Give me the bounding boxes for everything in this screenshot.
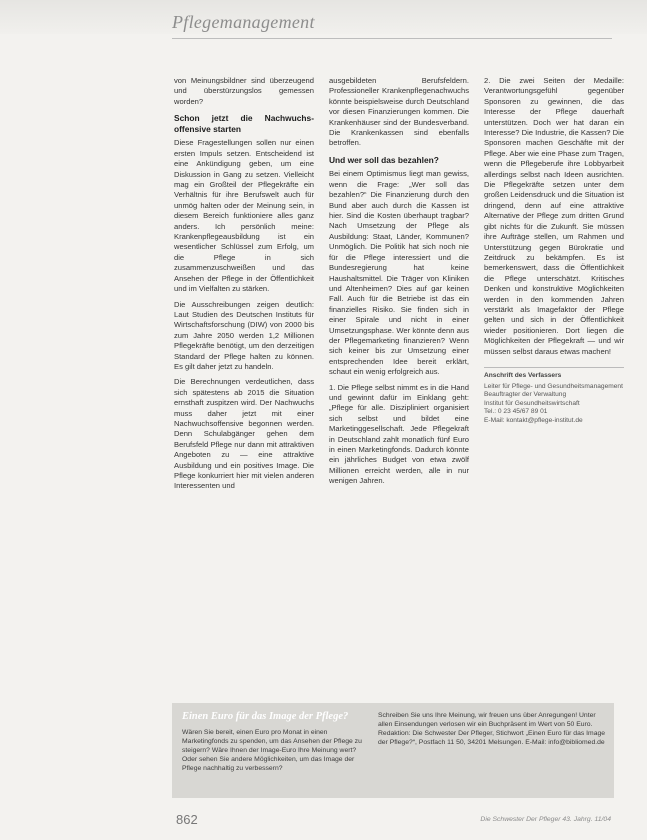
journal-reference: Die Schwester Der Pfleger 43. Jahrg. 11/04	[480, 816, 611, 823]
info-box-line: E-Mail: kontakt@pflege-institut.de	[484, 416, 583, 424]
info-box-line: Tel.: 0 23 45/67 89 01	[484, 408, 548, 416]
banner-question-text: Wären Sie bereit, einen Euro pro Monat in einen Marketingfonds zu spenden, um das Ansehen der Pflege zu steigern? Wäre Ihnen der Image-Euro Ihre Meinung wert? Oder sehen Sie andere Möglichkeiten, um das Image der Pflege nachhaltig zu verbessern?	[182, 729, 362, 772]
col2-paragraph: ausgebildeten Berufsfeldern. Professioneller Krankenpflegenachwuchs könnte beispielsweise durch Deutschland vor diesen Finanzierungen kommen. Die Krankenhäuser sind der Bundesverband. Die Krankenkassen sind ebenfalls betroffen.	[329, 76, 469, 148]
header-band	[0, 0, 647, 34]
banner-left	[182, 711, 368, 773]
banner-contact-text: Schreiben Sie uns Ihre Meinung, wir freuen uns über Anregungen! Unter allen Einsendungen verlosen wir ein Buchpräsent im Wert von 50 Euro. Redaktion: Die Schwester Der Pfleger, Stichwort „Einen Euro für das Image der Pflege?“, Postfach 11 50, 34201 Melsungen. E-Mail: info@bibliomed.de	[378, 712, 606, 746]
info-box-line: Leiter für Pflege- und Gesundheitsmanagement	[484, 382, 623, 390]
text-column-2	[329, 76, 469, 492]
page-number: 862	[176, 812, 198, 827]
col3-paragraph: 2. Die zwei Seiten der Medaille: Verantwortungsgefühl gegenüber Sponsoren zu gewinnen, die das Interesse der Pflege dauerhaft unterstützen. Doch wer hat daran ein Interesse? Die Industrie, die Kassen? Die Sponsoren machen Geschäfte mit der Pflege. Aber wie eine Phase zum Tragen, wenn die Pflegeberufe ihre Lobbyarbeit allerdings selbst nach Ideen ausrichten. Die Pflegekräfte setzen unter dem großen Leidensdruck und die Situation ist dringend, denn auf eine attraktive Alternative der Pflege zum dritten Grund gibt nichts für die Zukunft. Sie müssen ihre Aufträge stellen, um Rahmen und Unterstützung gegen Bürokratie und Zeitdruck zu bekämpfen. Es ist bemerkenswert, dass die Öffentlichkeit die Pflege unterschätzt. Kritisches Denken und konstruktive Möglichkeiten werden in den kommenden Jahren verstärkt als Imagefaktor der Pflege gelten und sich in der Öffentlichkeit wieder positionieren. Dort liegen die Möglichkeiten der Pflegekraft — und wir müssen selbst daraus etwas machen!	[484, 76, 624, 356]
col1-intro: von Meinungsbildner sind überzeugend und überstürzungslos gemessen worden?	[174, 76, 314, 106]
info-box-line: Beauftragter der Verwaltung	[484, 391, 567, 399]
header-rule	[172, 38, 612, 39]
info-box-title: Anschrift des Verfassers	[484, 371, 562, 379]
col2-paragraph: Bei einem Optimismus liegt man gewiss, wenn die Frage: „Wer soll das bezahlen?“ Die Finanzierung durch den Bund aber auch durch die Kassen ist hier. Sind die Kosten überhaupt tragbar? Nach Umsetzung der Pflege als Ausbildung: Staat, Länder, Kommunen? Unmöglich. Die Politik hat sich noch nie für die Pflege interessiert und die Bundesregierung hat keine Haushaltsmittel. Die Träger von Kliniken und Altenheimen? Dies auf gar keinen Fall. Auch für die Betriebe ist das ein finanzielles Risiko. Sie finden sich in einer Spirale und nicht in einer Umsetzungsphase. Wer könnte denn aus der Pflegemarketing finanzieren? Wenn sich keiner bis zur Umsetzung einer entsprechenden Idee bereit erklärt, schaut ein wenig erfolgreich aus.	[329, 169, 469, 377]
banner-title: Einen Euro für das Image der Pflege?	[182, 711, 349, 722]
col2-paragraph: 1. Die Pflege selbst nimmt es in die Hand und gewinnt dafür im Einklang geht: „Pflege für alle. Diszipliniert organisiert sich selbst und bildet eine Marketinggesellschaft. Jede Pflegekraft in Deutschland zahlt monatlich fünf Euro in einen Marketingfonds. Dadurch könnte ein jährliches Budget von etwa zwölf Millionen erreicht werden, alle in nur wenigen Jahren.	[329, 382, 469, 486]
col1-paragraph: Die Berechnungen verdeutlichen, dass sich spätestens ab 2015 die Situation ernsthaft zuspitzen wird. Der Nachwuchs muss daher jetzt mit einer Nachwuchsoffensive begonnen werden. Denn Schulabgänger gehen dem Berufsfeld Pflege nur dann mit attraktiven Angeboten zu — eine attraktive Ausbildung und ein positives Image. Die Pflege konkurriert hier mit vielen anderen Interessenten und	[174, 377, 314, 491]
section-title: Pflegemanagement	[172, 12, 315, 32]
reader-poll-banner	[172, 703, 614, 798]
author-info-box	[484, 367, 624, 426]
col1-heading: Schon jetzt die Nachwuchs-offensive starten	[174, 113, 314, 134]
col1-paragraph: Diese Fragestellungen sollen nur einen ersten Impuls setzen. Entscheidend ist eine Ankündigung geben, um eine Diskussion in Gang zu setzen. Vielleicht mag ein Großteil der Pflegekräfte ein Verhältnis für ihre Berufswelt auch für unmög halten oder der Meinung sein, in diesem Bereich funktioniere alles ganz anders. Ich persönlich meine: Krankenpflegeausbildung ist ein wesentlicher Schlüssel zum Erfolg, um die Pflege in sich zusammenzuschweißen und das Ansehen der Pflege in der Öffentlichkeit und im Vielfalten zu stärken.	[174, 138, 314, 294]
info-box-line: Institut für Gesundheitswirtschaft	[484, 399, 580, 407]
text-column-1	[174, 76, 314, 497]
text-column-3	[484, 76, 624, 426]
col2-heading: Und wer soll das bezahlen?	[329, 154, 439, 165]
col1-paragraph: Die Ausschreibungen zeigen deutlich: Laut Studien des Deutschen Instituts für Wirtschaftsforschung (DIW) von 2000 bis zum Jahre 2050 werden 1,2 Millionen Pflegekräfte benötigt, um den derzeitigen Standard der Pflege halten zu können. Es gilt daher jetzt zu handeln.	[174, 299, 314, 371]
